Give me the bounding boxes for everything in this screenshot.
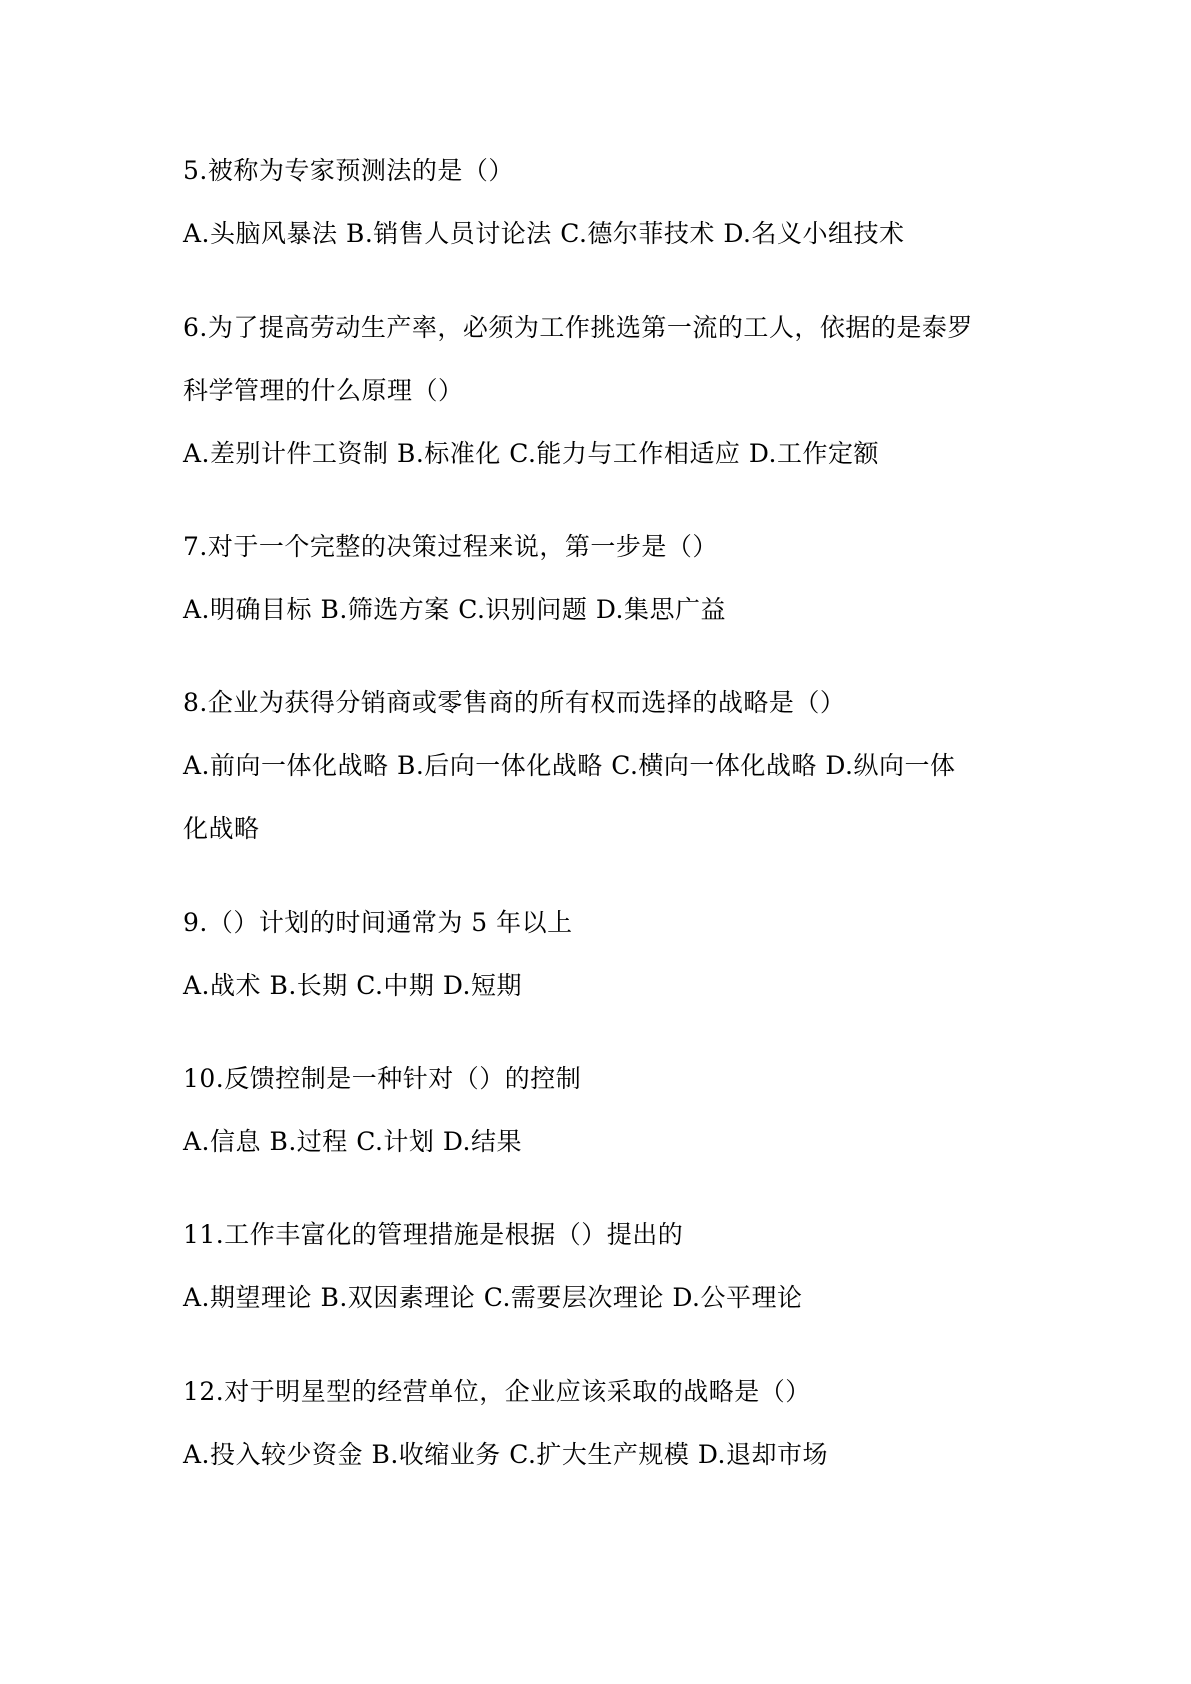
question-options-continued: 化战略 <box>183 814 260 843</box>
question-options: A.前向一体化战略 B.后向一体化战略 C.横向一体化战略 D.纵向一体 <box>183 751 956 780</box>
question-8 <box>183 671 1023 860</box>
question-options: A.投入较少资金 B.收缩业务 C.扩大生产规模 D.退却市场 <box>183 1440 828 1469</box>
question-text: 6.为了提高劳动生产率，必须为工作挑选第一流的工人，依据的是泰罗 <box>183 313 973 342</box>
question-options: A.差别计件工资制 B.标准化 C.能力与工作相适应 D.工作定额 <box>183 439 879 468</box>
question-options: A.明确目标 B.筛选方案 C.识别问题 D.集思广益 <box>183 595 726 624</box>
question-12 <box>183 1360 1023 1486</box>
question-options: A.信息 B.过程 C.计划 D.结果 <box>183 1127 522 1156</box>
question-11 <box>183 1203 1023 1329</box>
question-text: 11.工作丰富化的管理措施是根据（）提出的 <box>183 1220 684 1249</box>
question-5 <box>183 139 1023 265</box>
question-text: 5.被称为专家预测法的是（） <box>183 156 514 185</box>
question-7 <box>183 515 1023 641</box>
question-6 <box>183 296 1023 485</box>
question-10 <box>183 1047 1023 1173</box>
question-text: 9.（）计划的时间通常为 5 年以上 <box>183 908 573 937</box>
question-text: 12.对于明星型的经营单位，企业应该采取的战略是（） <box>183 1377 811 1406</box>
question-text: 7.对于一个完整的决策过程来说，第一步是（） <box>183 532 718 561</box>
question-text: 8.企业为获得分销商或零售商的所有权而选择的战略是（） <box>183 688 846 717</box>
question-text-continued: 科学管理的什么原理（） <box>183 376 464 405</box>
question-text: 10.反馈控制是一种针对（）的控制 <box>183 1064 582 1093</box>
question-options: A.头脑风暴法 B.销售人员讨论法 C.德尔菲技术 D.名义小组技术 <box>183 219 905 248</box>
question-options: A.期望理论 B.双因素理论 C.需要层次理论 D.公平理论 <box>183 1283 803 1312</box>
question-9 <box>183 891 1023 1017</box>
question-options: A.战术 B.长期 C.中期 D.短期 <box>183 971 522 1000</box>
